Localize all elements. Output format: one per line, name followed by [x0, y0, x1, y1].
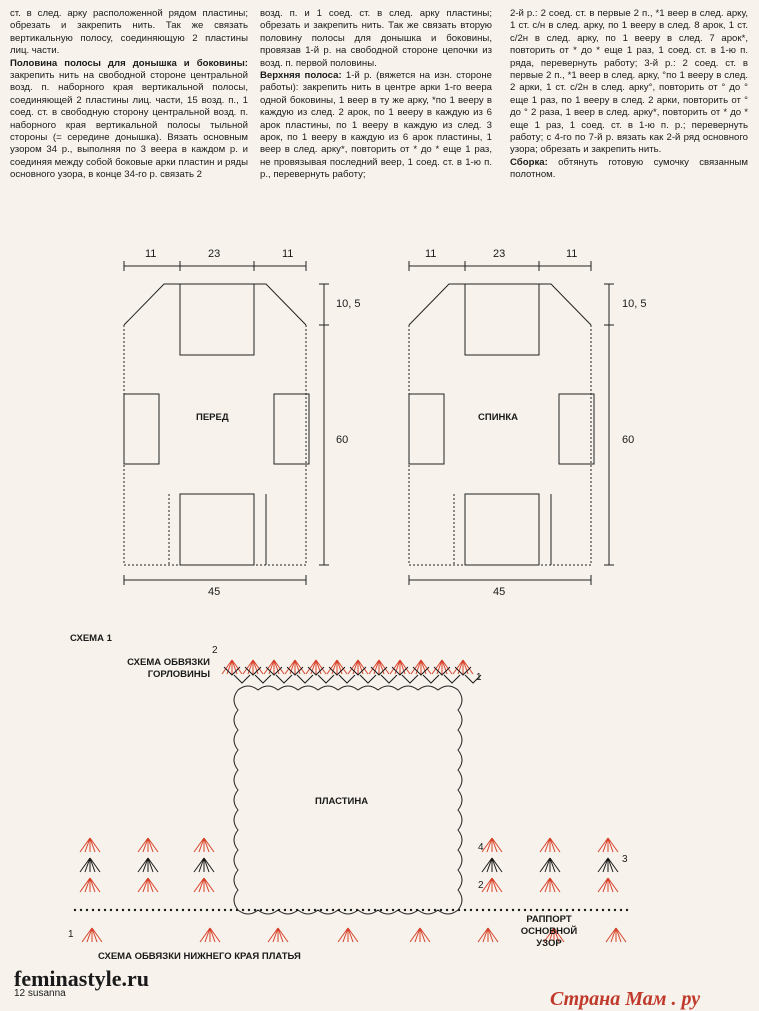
hem-fan: [540, 858, 560, 872]
hem-base-fan: [606, 928, 626, 942]
paragraph-heading: Половина полосы для донышка и боковины:: [10, 57, 248, 69]
front-pattern: [124, 261, 329, 585]
hem-fan: [80, 838, 100, 852]
chain-dot: [380, 909, 382, 911]
chain-dot: [314, 909, 316, 911]
neck-fan-red: [243, 660, 263, 674]
chain-dot: [488, 909, 490, 911]
chain-dot: [254, 909, 256, 911]
chain-dot: [122, 909, 124, 911]
chain-dot: [512, 909, 514, 911]
chain-dot: [128, 909, 130, 911]
chain-dot: [224, 909, 226, 911]
chain-dot: [326, 909, 328, 911]
chain-dot: [98, 909, 100, 911]
chain-dot: [272, 909, 274, 911]
paragraph-text: 1-й р. (вяжется на изн. стороне работы): закрепить нить в центре арки 1-го веера одной боковины, 1 веер в ту же арку, *по 1 вееру в каждую из след. 2 арок, по 1 вееру в каждую из 6 арок пластины, по 1 вееру в каждую из след. 3 арок, по 1 вееру в каждую из 6 арок пластины, 1 веер в след. арку*, повторить от * до * еще 1 раз, не провязывая последний веер, 1 соед. ст. в 1-ю п. р., перевернуть работу;: [260, 70, 492, 181]
front-label: ПЕРЕД: [196, 412, 229, 423]
chain-dot: [416, 909, 418, 911]
chain-dot: [458, 909, 460, 911]
scheme-title: СХЕМА 1: [70, 633, 112, 644]
chain-dot: [410, 909, 412, 911]
front-dim-bottom: 45: [208, 586, 221, 598]
neck-fan-red: [453, 660, 473, 674]
chain-dot: [608, 909, 610, 911]
site-logo: feminastyle.ru: [14, 966, 150, 991]
row-number-4: 4: [478, 842, 484, 853]
chain-dot: [296, 909, 298, 911]
chain-dot: [218, 909, 220, 911]
chain-dot: [404, 909, 406, 911]
chain-dot: [236, 909, 238, 911]
chain-dot: [194, 909, 196, 911]
chain-dot: [602, 909, 604, 911]
hem-fan: [540, 838, 560, 852]
neck-chain-v: [444, 675, 460, 683]
front-dim-mid: 23: [208, 248, 221, 260]
chain-dot: [104, 909, 106, 911]
back-dim-height: 60: [622, 434, 635, 446]
neck-chain-v: [402, 675, 418, 683]
chain-dot: [110, 909, 112, 911]
chain-dot: [308, 909, 310, 911]
neck-fan-red: [411, 660, 431, 674]
hem-fan: [194, 878, 214, 892]
chain-dot: [536, 909, 538, 911]
chain-dot: [374, 909, 376, 911]
plate-label: ПЛАСТИНА: [315, 796, 369, 807]
watermark-logo: Страна Мам . ру: [550, 988, 701, 1010]
neck-fan-red: [285, 660, 305, 674]
paragraph-heading: Сборка:: [510, 156, 548, 168]
neck-chain-v: [318, 675, 334, 683]
neck-chain-v: [381, 675, 397, 683]
chain-dot: [338, 909, 340, 911]
row-number-3: 3: [622, 854, 628, 865]
chain-dot: [206, 909, 208, 911]
hem-fan: [482, 838, 502, 852]
chain-dot: [188, 909, 190, 911]
neck-chain-v: [423, 675, 439, 683]
chain-dot: [518, 909, 520, 911]
front-dim-left: 11: [145, 248, 157, 260]
back-pattern: [409, 261, 614, 585]
chain-dot: [494, 909, 496, 911]
row-number-neck-top: 2: [212, 645, 218, 656]
neck-fan-red: [327, 660, 347, 674]
chain-dot: [542, 909, 544, 911]
row-number-2: 2: [478, 880, 484, 891]
chain-dot: [596, 909, 598, 911]
chain-dot: [242, 909, 244, 911]
chain-dot: [86, 909, 88, 911]
chain-dot: [332, 909, 334, 911]
chain-dot: [422, 909, 424, 911]
chain-dot: [626, 909, 628, 911]
chain-dot: [320, 909, 322, 911]
hem-fan: [482, 858, 502, 872]
hem-fan: [598, 858, 618, 872]
page-number: 12 susanna: [14, 988, 66, 999]
chain-dot: [470, 909, 472, 911]
hem-base-fan: [478, 928, 498, 942]
chain-dot: [146, 909, 148, 911]
back-dim-bottom: 45: [493, 586, 506, 598]
back-dim-left: 11: [425, 248, 437, 260]
chain-dot: [506, 909, 508, 911]
chain-dot: [554, 909, 556, 911]
chain-dot: [548, 909, 550, 911]
rapport-label: РАППОРТ ОСНОВНОЙ УЗОР: [520, 914, 578, 949]
hem-fan: [598, 838, 618, 852]
neck-chain-v: [234, 675, 250, 683]
chain-dot: [74, 909, 76, 911]
chain-dot: [368, 909, 370, 911]
hem-fan: [598, 878, 618, 892]
neck-fan-red: [264, 660, 284, 674]
chain-dot: [428, 909, 430, 911]
chain-dot: [302, 909, 304, 911]
back-dim-right: 11: [566, 248, 578, 260]
hem-base-fan: [268, 928, 288, 942]
chain-dot: [266, 909, 268, 911]
chain-dot: [140, 909, 142, 911]
chain-dot: [590, 909, 592, 911]
chain-dot: [260, 909, 262, 911]
hem-fan: [138, 878, 158, 892]
chain-dot: [386, 909, 388, 911]
chain-dot: [464, 909, 466, 911]
chain-dot: [524, 909, 526, 911]
neck-chain-v: [297, 675, 313, 683]
hem-fan: [194, 858, 214, 872]
neck-fan-red: [222, 660, 242, 674]
chain-dot: [158, 909, 160, 911]
chain-dot: [230, 909, 232, 911]
chain-dot: [350, 909, 352, 911]
back-label: СПИНКА: [478, 412, 519, 423]
chain-dot: [566, 909, 568, 911]
hem-fan: [540, 878, 560, 892]
chain-dot: [356, 909, 358, 911]
chain-dot: [278, 909, 280, 911]
chain-dot: [212, 909, 214, 911]
chain-dot: [560, 909, 562, 911]
paragraph-text: возд. п. и 1 соед. ст. в след. арку пластины; обрезать и закрепить нить. Так же связать вторую половину полосы для донышка и боковины, провязав 1-й р. на свободной стороне цепочки из возд. п. первой половины.: [260, 8, 492, 69]
chain-dot: [446, 909, 448, 911]
chain-dot: [440, 909, 442, 911]
back-dim-top: 10, 5: [622, 298, 647, 310]
neck-edging-row: [222, 660, 481, 683]
neck-scheme-label: СХЕМА ОБВЯЗКИ ГОРЛОВИНЫ: [127, 657, 210, 680]
chain-dot: [392, 909, 394, 911]
row-number-hem-left: 1: [68, 929, 74, 940]
paragraph-text: 2-й р.: 2 соед. ст. в первые 2 п., *1 веер в след. арку, 1 ст. с/н в след. арку, по 1 вееру в след. 8 арок, 1 ст. с/2н в след. арку, по 1 вееру в след. 7 арок*, повторить от * до * еще 1 раз, 1 соед. ст. в 1-ю п. ряда, перевернуть работу; 3-й р.: 2 соед. ст. в первые 2 п., *1 веер в след. арку, °по 1 вееру в след. 2 арки, 1 ст. с/2н в след. арку°, повторить от ° до ° еще 1 раз, по 1 вееру в след. 2 арки, повторить от ° до ° 2 раза, 1 веер в след. арку*, повторить от * до * еще 1 раз, 1 соед. ст. в 1-ю п. р.; перевернуть работу; с 4-го по 7-й р. вязать как 2-й ряд основного узора; обрезать и закрепить нить.: [510, 8, 748, 156]
chain-dot: [176, 909, 178, 911]
chain-dot: [584, 909, 586, 911]
chain-dot: [614, 909, 616, 911]
chain-dot: [182, 909, 184, 911]
neck-chain-v: [339, 675, 355, 683]
paragraph-text: закрепить нить на свободной стороне центральной возд. п. наборного края вертикальной полосы, соединяющей 2 пластины лиц. части, 15 возд. п., 1 соед. ст. в свободную сторону центральной возд. п. наборного края вертикальной полосы тыльной стороны (= середине донышка). Вязать основным узором 34 р., выполняя по 3 веера в каждом р. и соединяя между собой боковые арки пластин и ряды основного узора, в конце 34-го р. связать 2: [10, 70, 249, 181]
chain-dot: [200, 909, 202, 911]
front-dim-right: 11: [282, 248, 294, 260]
chain-dot: [152, 909, 154, 911]
chain-dot: [248, 909, 250, 911]
hem-fan: [482, 878, 502, 892]
hem-base-fan: [82, 928, 102, 942]
neck-fan-red: [348, 660, 368, 674]
hem-base-fan: [338, 928, 358, 942]
hem-fan: [80, 858, 100, 872]
paragraph-heading: Верхняя полоса:: [260, 70, 342, 82]
chain-dot: [434, 909, 436, 911]
chain-dot: [620, 909, 622, 911]
hem-fan: [80, 878, 100, 892]
neck-fan-red: [432, 660, 452, 674]
back-dim-mid: 23: [493, 248, 506, 260]
chain-dot: [452, 909, 454, 911]
neck-chain-v: [276, 675, 292, 683]
chain-dot: [290, 909, 292, 911]
chain-dot: [92, 909, 94, 911]
neck-chain-v: [360, 675, 376, 683]
chain-dot: [572, 909, 574, 911]
chain-dot: [170, 909, 172, 911]
neck-fan-red: [369, 660, 389, 674]
row-number-neck-right: 1: [476, 672, 482, 683]
chain-dot: [134, 909, 136, 911]
chain-dot: [284, 909, 286, 911]
hem-fan: [194, 838, 214, 852]
hem-base-fan: [200, 928, 220, 942]
hem-fan: [138, 858, 158, 872]
chain-dot: [398, 909, 400, 911]
chain-dot: [578, 909, 580, 911]
front-dim-top: 10, 5: [336, 298, 361, 310]
chain-dot: [476, 909, 478, 911]
chain-dot: [80, 909, 82, 911]
neck-chain-v: [255, 675, 271, 683]
chain-dot: [482, 909, 484, 911]
chain-dot: [116, 909, 118, 911]
hem-scheme-label: СХЕМА ОБВЯЗКИ НИЖНЕГО КРАЯ ПЛАТЬЯ: [98, 951, 301, 962]
neck-fan-red: [390, 660, 410, 674]
chain-dot: [530, 909, 532, 911]
hem-base-fan: [410, 928, 430, 942]
chain-dot: [164, 909, 166, 911]
paragraph-text: обтянуть готовую сумочку связанным полотном.: [510, 156, 748, 181]
hem-fan: [138, 838, 158, 852]
front-dim-height: 60: [336, 434, 349, 446]
chain-dot: [362, 909, 364, 911]
chain-dot: [344, 909, 346, 911]
neck-fan-red: [306, 660, 326, 674]
paragraph-text: ст. в след. арку расположенной рядом пластины; обрезать и закрепить нить. Так же связать вертикальную полосу, соединяющую 2 пластины лиц. части.: [10, 8, 248, 57]
chain-dot: [500, 909, 502, 911]
